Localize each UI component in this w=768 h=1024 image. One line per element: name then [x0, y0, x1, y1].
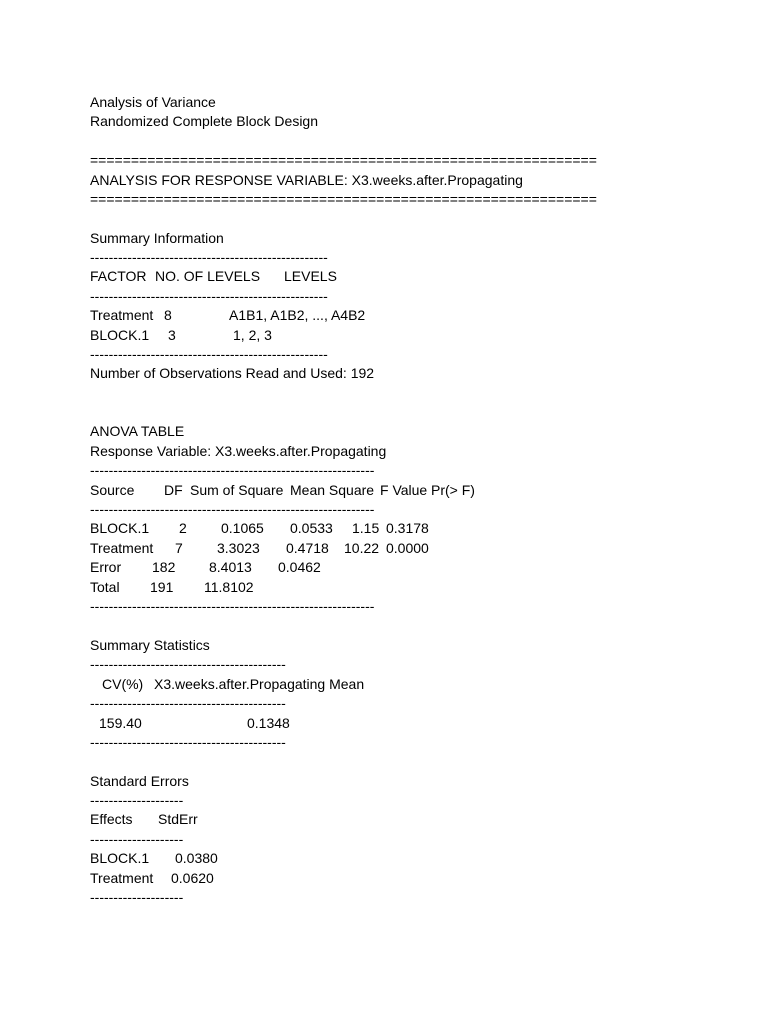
anova-header-row: [90, 481, 475, 499]
summary-stats-title: Summary Statistics: [90, 637, 210, 653]
source-cell: BLOCK.1: [90, 520, 150, 536]
effect-cell: BLOCK.1: [90, 850, 150, 866]
dashed-rule: ------------------------------------------: [90, 656, 286, 672]
summary-info-title: Summary Information: [90, 230, 224, 246]
df-cell: 7: [175, 540, 183, 556]
column-header: F Value: [380, 482, 428, 498]
df-cell: 2: [179, 520, 187, 536]
ms-cell: 0.0462: [278, 559, 321, 575]
dashed-rule: -------------------------------------------------------------: [90, 598, 375, 614]
column-header: DF: [164, 482, 183, 498]
column-header: X3.weeks.after.Propagating Mean: [154, 676, 365, 692]
ss-cell: 8.4013: [209, 559, 252, 575]
cv-value: 159.40: [99, 715, 142, 731]
factor-cell: Treatment: [90, 307, 154, 323]
table-row: [90, 869, 214, 887]
df-cell: 191: [150, 579, 174, 595]
levels-cell: A1B1, A1B2, ..., A4B2: [229, 307, 366, 323]
summary-stats-header-row: [90, 675, 365, 693]
table-row: [90, 714, 290, 732]
table-row: [90, 326, 272, 344]
double-rule: ==============================================================: [90, 191, 597, 207]
source-cell: Total: [90, 579, 120, 595]
double-rule: ==============================================================: [90, 152, 597, 168]
summary-info-header-row: [90, 267, 337, 285]
table-row: [90, 849, 218, 867]
dashed-rule: ------------------------------------------: [90, 695, 286, 711]
dashed-rule: --------------------: [90, 889, 184, 905]
dashed-rule: ---------------------------------------------------: [90, 249, 328, 265]
report-subtitle: Randomized Complete Block Design: [90, 113, 318, 129]
factor-cell: BLOCK.1: [90, 327, 150, 343]
dashed-rule: ---------------------------------------------------: [90, 288, 328, 304]
column-header: LEVELS: [284, 268, 337, 284]
column-header: Sum of Square: [190, 482, 284, 498]
report-title: Analysis of Variance: [90, 94, 216, 110]
column-header: Mean Square: [290, 482, 375, 498]
column-header: CV(%): [102, 676, 144, 692]
column-header: StdErr: [158, 811, 198, 827]
effect-cell: Treatment: [90, 870, 154, 886]
ms-cell: 0.4718: [286, 540, 329, 556]
ss-cell: 0.1065: [221, 520, 264, 536]
table-row: [90, 539, 429, 557]
anova-report: [90, 0, 690, 1024]
df-cell: 182: [152, 559, 176, 575]
table-row: [90, 306, 366, 324]
ss-cell: 11.8102: [204, 579, 254, 595]
stderr-cell: 0.0380: [175, 850, 218, 866]
source-cell: Error: [90, 559, 122, 575]
f-value-cell: 1.15: [352, 520, 380, 536]
dashed-rule: --------------------: [90, 792, 184, 808]
table-row: [90, 519, 429, 537]
f-value-cell: 10.22: [344, 540, 380, 556]
std-errors-header-row: [90, 810, 198, 828]
dashed-rule: --------------------: [90, 831, 184, 847]
column-header: Effects: [90, 811, 133, 827]
table-row: [90, 558, 321, 576]
dashed-rule: ------------------------------------------: [90, 734, 286, 750]
ms-cell: 0.0533: [290, 520, 333, 536]
ss-cell: 3.3023: [217, 540, 260, 556]
anova-response: Response Variable: X3.weeks.after.Propagating: [90, 443, 387, 459]
std-errors-title: Standard Errors: [90, 773, 189, 789]
stderr-cell: 0.0620: [171, 870, 214, 886]
observations-count: Number of Observations Read and Used: 192: [90, 365, 375, 381]
levels-count-cell: 3: [168, 327, 176, 343]
p-value-cell: 0.3178: [386, 520, 429, 536]
dashed-rule: -------------------------------------------------------------: [90, 501, 375, 517]
column-header: NO. OF LEVELS: [155, 268, 261, 284]
column-header: Source: [90, 482, 135, 498]
column-header: FACTOR: [90, 268, 147, 284]
anova-title: ANOVA TABLE: [90, 423, 185, 439]
levels-cell: 1, 2, 3: [233, 327, 272, 343]
p-value-cell: 0.0000: [386, 540, 429, 556]
dashed-rule: ---------------------------------------------------: [90, 346, 328, 362]
mean-value: 0.1348: [247, 715, 290, 731]
levels-count-cell: 8: [164, 307, 172, 323]
dashed-rule: -------------------------------------------------------------: [90, 462, 375, 478]
source-cell: Treatment: [90, 540, 154, 556]
column-header: Pr(> F): [431, 482, 475, 498]
response-heading: ANALYSIS FOR RESPONSE VARIABLE: X3.weeks.after.Propagating: [90, 172, 523, 188]
table-row: [90, 578, 254, 596]
